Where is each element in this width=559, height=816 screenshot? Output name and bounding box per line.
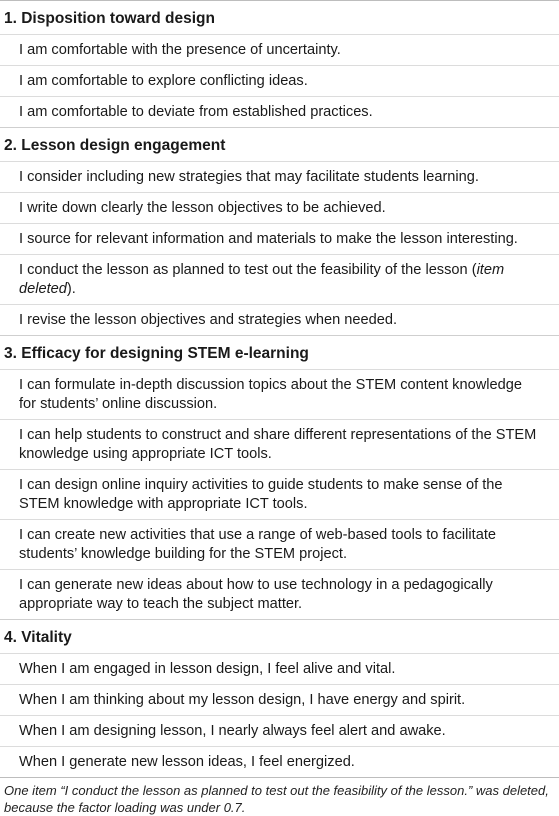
item-row: I can create new activities that use a range of web-based tools to facilitate students’ knowledge building for the STEM project. <box>0 519 559 569</box>
item-row: I consider including new strategies that may facilitate students learning. <box>0 161 559 192</box>
table-footnote: One item “I conduct the lesson as planned to test out the feasibility of the lesson.” was deleted, because the factor loading was under 0.7. <box>4 783 549 815</box>
deleted-item-text: I conduct the lesson as planned to test out the feasibility of the lesson ( <box>19 262 477 278</box>
item-row: I can generate new ideas about how to use technology in a pedagogically appropriate way to teach the subject matter. <box>0 569 559 619</box>
item-row: When I generate new lesson ideas, I feel energized. <box>0 746 559 777</box>
item-row: I can help students to construct and share different representations of the STEM knowledge using appropriate ICT tools. <box>0 419 559 469</box>
item-row: When I am thinking about my lesson design, I have energy and spirit. <box>0 684 559 715</box>
item-row: I am comfortable to explore conflicting ideas. <box>0 65 559 96</box>
deleted-item-suffix: ). <box>66 281 76 297</box>
item-row: I can design online inquiry activities to guide students to make sense of the STEM knowledge with appropriate ICT tools. <box>0 469 559 519</box>
section-header-stem-efficacy: 3. Efficacy for designing STEM e-learning <box>0 335 559 369</box>
section-header-vitality: 4. Vitality <box>0 619 559 653</box>
item-row: I am comfortable to deviate from established practices. <box>0 96 559 127</box>
item-row: I revise the lesson objectives and strategies when needed. <box>0 304 559 335</box>
section-header-disposition: 1. Disposition toward design <box>4 10 215 27</box>
item-row: I write down clearly the lesson objectives to be achieved. <box>0 192 559 223</box>
item-row: I can formulate in-depth discussion topics about the STEM content knowledge for students’ online discussion. <box>0 369 559 419</box>
item-row: I am comfortable with the presence of uncertainty. <box>0 34 559 65</box>
section-header-lesson-design: 2. Lesson design engagement <box>0 127 559 161</box>
item-row-deleted <box>0 254 559 304</box>
item-row: When I am engaged in lesson design, I feel alive and vital. <box>0 653 559 684</box>
deleted-item-note: item deleted <box>19 262 505 297</box>
item-row: I source for relevant information and materials to make the lesson interesting. <box>0 223 559 254</box>
item-row: When I am designing lesson, I nearly always feel alert and awake. <box>0 715 559 746</box>
